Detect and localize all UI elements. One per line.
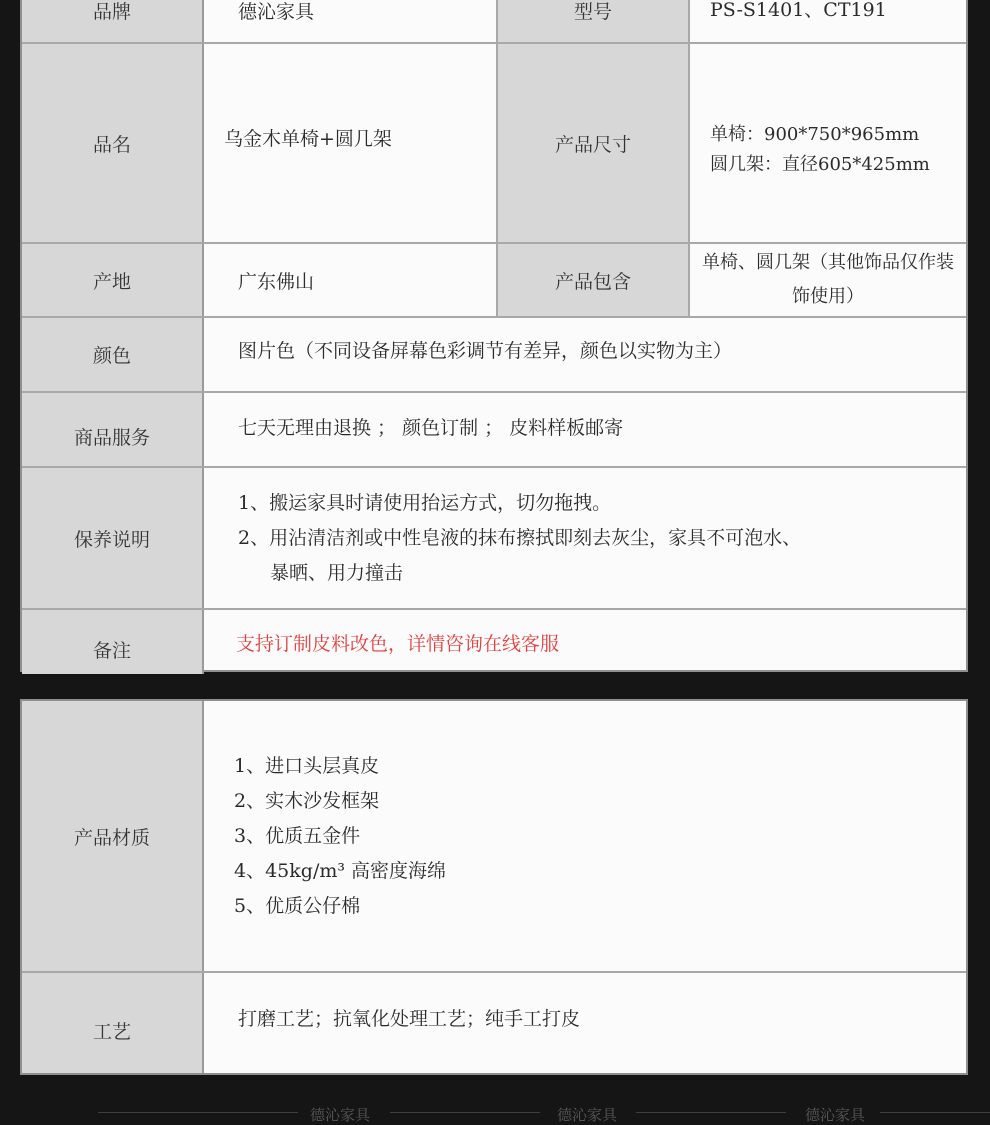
- material-item: 3、优质五金件: [234, 824, 361, 847]
- watermark-line: [636, 1112, 786, 1113]
- row-brand-model: [22, 0, 966, 44]
- care-label: 保养说明: [22, 468, 204, 608]
- row-note: [22, 610, 966, 674]
- watermark-text: 德沁家具: [310, 1106, 371, 1124]
- care-line2: 2、用沾清洁剂或中性皂液的抹布擦拭即刻去灰尘，家具不可泡水、: [238, 526, 802, 549]
- watermark-text: 德沁家具: [805, 1106, 866, 1124]
- origin-value: 广东佛山: [204, 244, 498, 316]
- size-line1: 单椅：900*750*965mm: [710, 124, 920, 145]
- row-name-size: [22, 44, 966, 244]
- material-item: 2、实木沙发框架: [234, 789, 380, 812]
- row-service: [22, 393, 966, 468]
- watermark-line: [98, 1112, 298, 1113]
- craft-value: 打磨工艺；抗氧化处理工艺；纯手工打皮: [238, 1007, 581, 1030]
- name-value: 乌金木单椅+圆几架: [204, 44, 498, 242]
- brand-label: 品牌: [22, 0, 204, 42]
- watermark-line: [880, 1112, 990, 1113]
- includes-value: 单椅、圆几架（其他饰品仅作装饰使用）: [702, 252, 954, 307]
- size-line2: 圆几架：直径605*425mm: [710, 154, 930, 175]
- watermark-text: 德沁家具: [557, 1106, 618, 1124]
- spec-table: [20, 0, 968, 672]
- row-color: [22, 318, 966, 393]
- name-label: 品名: [22, 44, 204, 242]
- color-label: 颜色: [22, 318, 204, 391]
- material-item: 1、进口头层真皮: [234, 754, 380, 777]
- service-value: 七天无理由退换 ； 颜色订制 ； 皮料样板邮寄: [238, 417, 624, 439]
- origin-label: 产地: [22, 244, 204, 316]
- color-value: 图片色（不同设备屏幕色彩调节有差异，颜色以实物为主）: [238, 340, 733, 362]
- row-care: [22, 468, 966, 610]
- row-material: [22, 701, 966, 973]
- size-label: 产品尺寸: [498, 44, 690, 242]
- material-label: 产品材质: [22, 701, 204, 971]
- note-value: 支持订制皮料改色，详情咨询在线客服: [236, 632, 560, 655]
- craft-label: 工艺: [22, 973, 204, 1073]
- material-item: 4、45kg/m³ 高密度海绵: [234, 859, 447, 882]
- includes-label: 产品包含: [498, 244, 690, 316]
- note-label: 备注: [22, 610, 204, 674]
- model-value: PS-S1401、CT191: [710, 0, 887, 21]
- model-label: 型号: [498, 0, 690, 42]
- material-item: 5、优质公仔棉: [234, 894, 361, 917]
- care-line1: 1、搬运家具时请使用抬运方式，切勿拖拽。: [238, 491, 612, 514]
- brand-value: 德沁家具: [204, 0, 498, 42]
- row-origin-includes: [22, 244, 966, 318]
- care-value: [204, 468, 966, 608]
- watermark-line: [390, 1112, 540, 1113]
- service-label: 商品服务: [22, 393, 204, 466]
- size-value: [690, 44, 966, 242]
- material-list: [204, 701, 966, 971]
- row-craft: [22, 973, 966, 1073]
- material-table: [20, 699, 968, 1075]
- care-line3: 暴晒、用力撞击: [270, 561, 404, 584]
